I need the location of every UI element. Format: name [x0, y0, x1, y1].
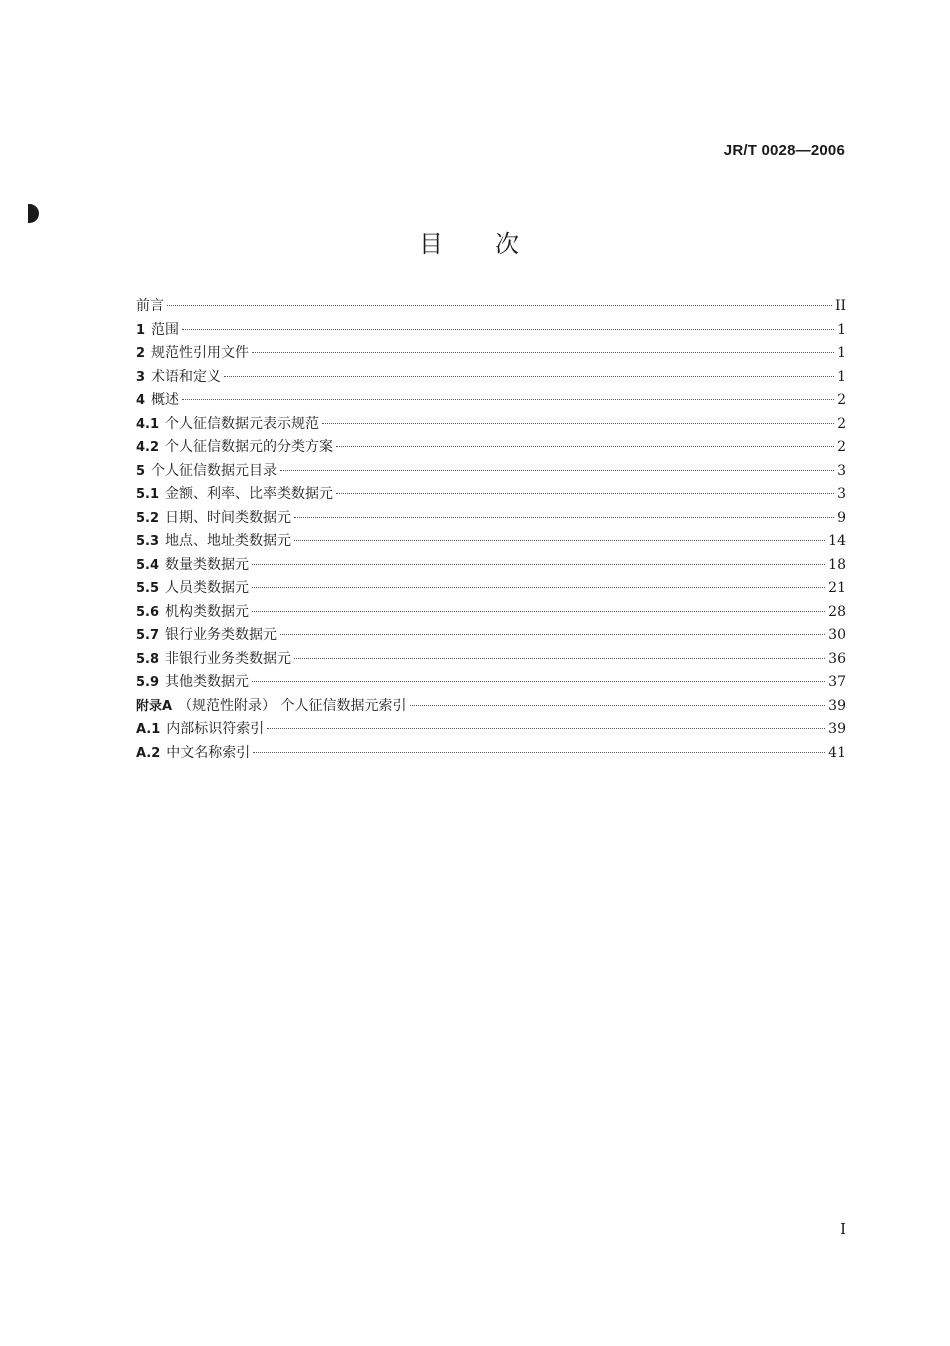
toc-entry[interactable] [136, 483, 846, 507]
toc-entry[interactable] [136, 436, 846, 460]
standard-number: JR/T 0028—2006 [723, 142, 845, 159]
toc-entry-label: 范围 [151, 321, 180, 338]
toc-entry[interactable] [136, 366, 846, 390]
toc-entry-number: 3 [136, 369, 146, 385]
toc-entry-page: 1 [837, 368, 846, 385]
toc-entry-number: A.1 [136, 722, 161, 737]
toc-entry[interactable] [136, 671, 846, 695]
toc-entry-label: 规范性引用文件 [151, 345, 250, 361]
toc-entry-page: 9 [837, 509, 846, 526]
toc-entry-label: 个人征信数据元目录 [151, 462, 278, 479]
toc-entry[interactable] [136, 530, 846, 554]
toc-entry-number: 1 [136, 322, 146, 338]
toc-entry[interactable] [136, 507, 846, 531]
toc-entry-label: 个人征信数据元表示规范 [165, 415, 320, 432]
toc-leader-dots [280, 470, 834, 471]
toc-entry-number: 2 [136, 346, 146, 361]
toc-leader-dots [410, 705, 826, 706]
toc-entry-number: 5.1 [136, 487, 160, 502]
toc-entry-label: 地点、地址类数据元 [165, 533, 292, 549]
toc-entry-page: 1 [837, 321, 846, 338]
toc-entry-label: 机构类数据元 [165, 603, 250, 620]
toc-entry-number: 5.5 [136, 581, 160, 596]
toc-entry-number: 5.3 [136, 534, 160, 549]
toc-entry-label: 概述 [151, 392, 180, 408]
toc-entry-page: 39 [828, 721, 846, 737]
toc-entry-label: 人员类数据元 [165, 580, 250, 596]
toc-entry-label: 术语和定义 [151, 368, 222, 385]
toc-leader-dots [294, 658, 825, 659]
toc-entry[interactable] [136, 601, 846, 625]
toc-entry-label: 其他类数据元 [165, 674, 250, 690]
toc-entry-page: 30 [828, 627, 846, 643]
page-title: 目次 [419, 230, 571, 258]
toc-entry-page: 2 [837, 439, 846, 455]
toc-leader-dots [252, 681, 825, 682]
page-number: I [840, 1220, 846, 1238]
toc-entry-page: 14 [828, 533, 846, 549]
toc-entry-number: 5.2 [136, 510, 160, 526]
toc-entry-number: A.2 [136, 745, 161, 761]
toc-entry-page: 39 [828, 697, 846, 714]
toc-entry-label: 金额、利率、比率类数据元 [165, 486, 334, 502]
toc-entry-page: 3 [837, 486, 846, 502]
toc-entry[interactable] [136, 389, 846, 413]
toc-leader-dots [252, 352, 834, 353]
toc-entry[interactable] [136, 413, 846, 437]
toc-entry-page: 3 [837, 462, 846, 479]
toc-leader-dots [182, 399, 834, 400]
toc-entry[interactable] [136, 295, 846, 319]
toc-entry-number: 5.4 [136, 557, 160, 573]
toc-entry[interactable] [136, 742, 846, 766]
toc-entry[interactable] [136, 648, 846, 672]
toc-entry-label: 银行业务类数据元 [165, 627, 278, 643]
toc-entry[interactable] [136, 577, 846, 601]
toc-leader-dots [280, 634, 825, 635]
toc-entry-page: II [834, 298, 846, 314]
toc-entry-label: 非银行业务类数据元 [165, 650, 292, 667]
toc-entry-number: 5 [136, 463, 146, 479]
toc-entry-page: 41 [828, 744, 846, 761]
toc-entry-label: 中文名称索引 [166, 744, 251, 761]
toc-entry-label: 日期、时间类数据元 [165, 509, 292, 526]
toc-entry-label: 数量类数据元 [165, 556, 250, 573]
toc-leader-dots [336, 446, 834, 447]
toc-leader-dots [294, 540, 825, 541]
toc-leader-dots [294, 517, 834, 518]
toc-entry-page: 18 [828, 556, 846, 573]
toc-entry-number: 附录A [136, 698, 173, 714]
toc-entry-number: 5.9 [136, 675, 160, 690]
toc-entry[interactable] [136, 718, 846, 742]
toc-leader-dots [336, 493, 834, 494]
toc-entry-number: 4.2 [136, 440, 160, 455]
toc-entry[interactable] [136, 554, 846, 578]
toc-entry-number: 5.7 [136, 628, 160, 643]
toc-entry[interactable] [136, 624, 846, 648]
toc-entry-label: （规范性附录） 个人征信数据元索引 [178, 697, 407, 714]
toc-leader-dots [253, 752, 825, 753]
toc-entry-number: 4.1 [136, 416, 160, 432]
toc-entry-page: 21 [828, 580, 846, 596]
toc-leader-dots [167, 305, 832, 306]
toc-entry-number: 4 [136, 393, 146, 408]
table-of-contents [136, 295, 846, 765]
toc-entry[interactable] [136, 460, 846, 484]
toc-entry-page: 1 [837, 345, 846, 361]
toc-entry-page: 2 [837, 415, 846, 432]
toc-entry-page: 2 [837, 392, 846, 408]
toc-leader-dots [252, 564, 825, 565]
toc-entry-page: 37 [828, 674, 846, 690]
scan-artifact-mark [28, 204, 39, 223]
toc-entry[interactable] [136, 342, 846, 366]
toc-leader-dots [267, 728, 825, 729]
toc-leader-dots [182, 329, 834, 330]
toc-entry-label: 前言 [136, 298, 164, 314]
toc-entry[interactable] [136, 695, 846, 719]
toc-leader-dots [252, 611, 825, 612]
toc-entry[interactable] [136, 319, 846, 343]
toc-entry-number: 5.6 [136, 604, 160, 620]
toc-leader-dots [252, 587, 825, 588]
toc-leader-dots [224, 376, 834, 377]
toc-entry-page: 28 [828, 603, 846, 620]
toc-entry-page: 36 [828, 650, 846, 667]
toc-entry-number: 5.8 [136, 651, 160, 667]
toc-entry-label: 个人征信数据元的分类方案 [165, 439, 334, 455]
toc-leader-dots [322, 423, 834, 424]
toc-entry-label: 内部标识符索引 [166, 721, 265, 737]
